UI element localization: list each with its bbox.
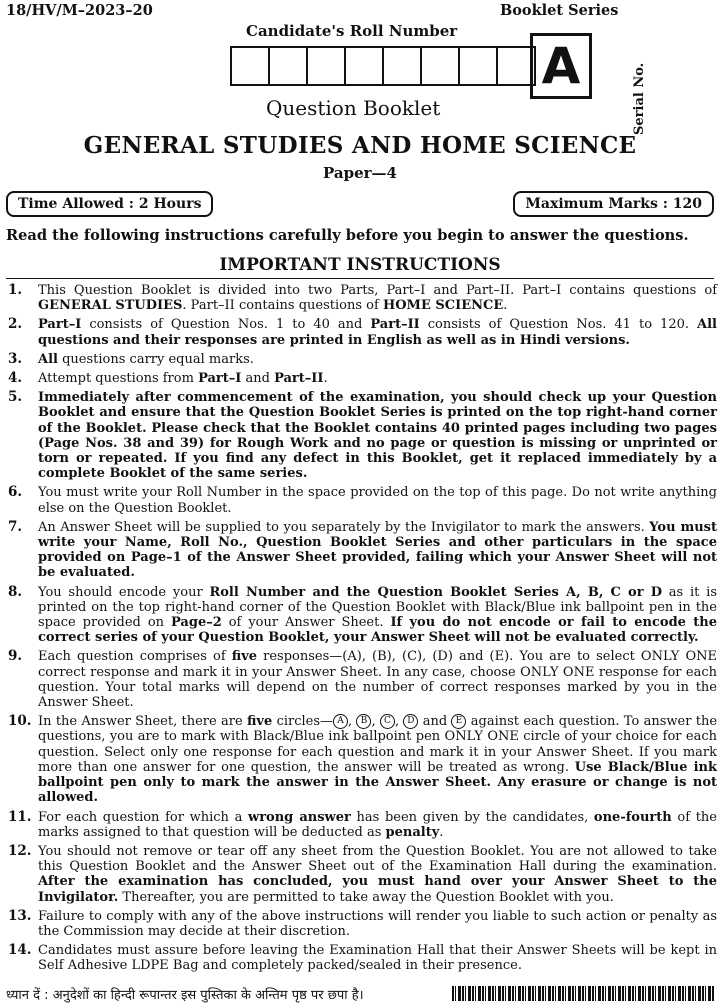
instruction-item: [6, 371, 717, 386]
read-instructions-line: Read the following instructions carefully before you begin to answer the questions.: [6, 227, 689, 244]
roll-number-box[interactable]: [344, 46, 384, 86]
instruction-text: You must write your Roll Number in the space provided on the top of this page. Do not write anything else on the Question Booklet.: [38, 485, 717, 516]
instruction-text: Candidates must assure before leaving the Examination Hall that their Answer Sheets will be kept in Self Adhesive LDPE Bag and completely packed/sealed in their presence.: [38, 943, 717, 974]
instruction-number: 9.: [8, 648, 23, 665]
booklet-series-label: Booklet Series: [500, 2, 619, 19]
roll-number-box[interactable]: [306, 46, 346, 86]
instruction-text: This Question Booklet is divided into two Parts, Part–I and Part–II. Part–I contains questions of GENERAL STUDIES. Part–II contains questions of HOME SCIENCE.: [38, 283, 717, 314]
instruction-number: 10.: [8, 713, 32, 730]
instruction-item: [6, 283, 717, 313]
instruction-text: Attempt questions from Part–I and Part–II.: [38, 371, 328, 387]
instruction-number: 2.: [8, 316, 23, 333]
roll-number-box[interactable]: [382, 46, 422, 86]
instruction-text: You should not remove or tear off any sheet from the Question Booklet. You are not allowed to take this Question Booklet and the Answer Sheet out of the Examination Hall during the examination. After the examination has concluded, you must hand over your Answer Sheet to the Invigilator. Thereafter, you are permitted to take away the Question Booklet with you.: [38, 843, 717, 905]
heading-divider: [6, 278, 714, 279]
instruction-number: 5.: [8, 389, 23, 406]
instruction-item: [6, 585, 717, 646]
instruction-text: Part–I consists of Question Nos. 1 to 40 and Part–II consists of Question Nos. 41 to 120. All questions and their responses are printed in English as well as in Hindi versions.: [38, 317, 717, 348]
maximum-marks: Maximum Marks : 120: [513, 191, 714, 217]
roll-number-label: Candidate's Roll Number: [246, 22, 458, 40]
instruction-item: [6, 909, 717, 939]
instruction-item: [6, 352, 717, 367]
serial-no-label: Serial No.: [632, 62, 647, 135]
instruction-item: [6, 844, 717, 905]
instruction-text: All questions carry equal marks.: [38, 351, 254, 367]
instruction-number: 14.: [8, 942, 32, 959]
instruction-number: 7.: [8, 518, 23, 535]
roll-number-boxes: [232, 46, 536, 86]
instruction-number: 12.: [8, 842, 32, 859]
instruction-text: Failure to comply with any of the above instructions will render you liable to such action or penalty as the Commission may decide at their discretion.: [38, 908, 717, 939]
instruction-number: 8.: [8, 583, 23, 600]
roll-number-box[interactable]: [268, 46, 308, 86]
instruction-number: 6.: [8, 484, 23, 501]
instruction-item: [6, 520, 717, 581]
instruction-text: An Answer Sheet will be supplied to you separately by the Invigilator to mark the answers. You must write your Name, Roll No., Question Booklet Series and other particulars in the space provided on Page–1 of the Answer Sheet provided, failing which your Answer Sheet will not be evaluated.: [38, 519, 717, 581]
instruction-text: You should encode your Roll Number and the Question Booklet Series A, B, C or D as it is printed on the top right-hand corner of the Question Booklet with Black/Blue ink ballpoint pen in the space provided on Page–2 of your Answer Sheet. If you do not encode or fail to encode the correct series of your Question Booklet, your Answer Sheet will not be evaluated correctly.: [38, 584, 718, 646]
instruction-item: [6, 317, 717, 347]
instruction-number: 11.: [8, 808, 32, 825]
instruction-item: [6, 943, 717, 973]
booklet-series-letter: A: [530, 33, 592, 99]
instruction-text: Immediately after commencement of the examination, you should check up your Question Booklet and ensure that the Question Booklet Series is printed on the top right-hand corner of the Booklet. Please check that the Booklet contains 40 printed pages including two pages (Page Nos. 38 and 39) for Rough Work and no page or question is missing or unprinted or torn or repeated. If you find any defect in this Booklet, get it replaced immediately by a complete Booklet of the same series.: [38, 390, 717, 482]
hindi-note: ध्यान दें : अनुदेशों का हिन्दी रूपान्तर इस पुस्तिका के अन्तिम पृष्ठ पर छपा है।: [6, 988, 364, 1003]
instruction-item: [6, 390, 717, 481]
instruction-number: 13.: [8, 907, 32, 924]
paper-code: 18/HV/M–2023–20: [6, 2, 153, 19]
instructions-heading: IMPORTANT INSTRUCTIONS: [219, 255, 501, 275]
instruction-text: Each question comprises of five responses—(A), (B), (C), (D) and (E). You are to select ONLY ONE correct response and mark it in your Answer Sheet. In any case, choose ONLY ONE response for each question. Your total marks will depend on the number of correct responses marked by you in the Answer Sheet.: [38, 649, 717, 711]
instruction-number: 3.: [8, 350, 23, 367]
instruction-item: [6, 485, 717, 515]
roll-number-box[interactable]: [230, 46, 270, 86]
instruction-number: 1.: [8, 282, 23, 298]
instruction-number: 4.: [8, 370, 23, 387]
roll-number-box[interactable]: [458, 46, 498, 86]
question-booklet-label: Question Booklet: [266, 96, 441, 120]
time-allowed: Time Allowed : 2 Hours: [6, 191, 213, 217]
instructions-list: [6, 283, 717, 978]
exam-title: GENERAL STUDIES AND HOME SCIENCE: [83, 132, 637, 159]
barcode: [452, 986, 714, 1001]
instruction-item: [6, 810, 717, 840]
instruction-item: [6, 714, 717, 805]
roll-number-box[interactable]: [420, 46, 460, 86]
paper-number: Paper—4: [323, 164, 397, 182]
instruction-item: [6, 649, 717, 710]
instruction-text: For each question for which a wrong answer has been given by the candidates, one-fourth of the marks assigned to that question will be deducted as penalty.: [38, 809, 717, 840]
instruction-text: In the Answer Sheet, there are five circles— A , B , C , D and E against each question. To answer the questions, you are to mark with Black/Blue ink ballpoint pen ONLY ONE circle of your choice for each question. Select only one response for each question and mark it in your Answer Sheet. If you mark more than one answer for one question, the answer will be treated as wrong. Use Black/Blue ink ballpoint pen only to mark the answer in the Answer Sheet. Any erasure or change is not allowed.: [38, 714, 718, 806]
